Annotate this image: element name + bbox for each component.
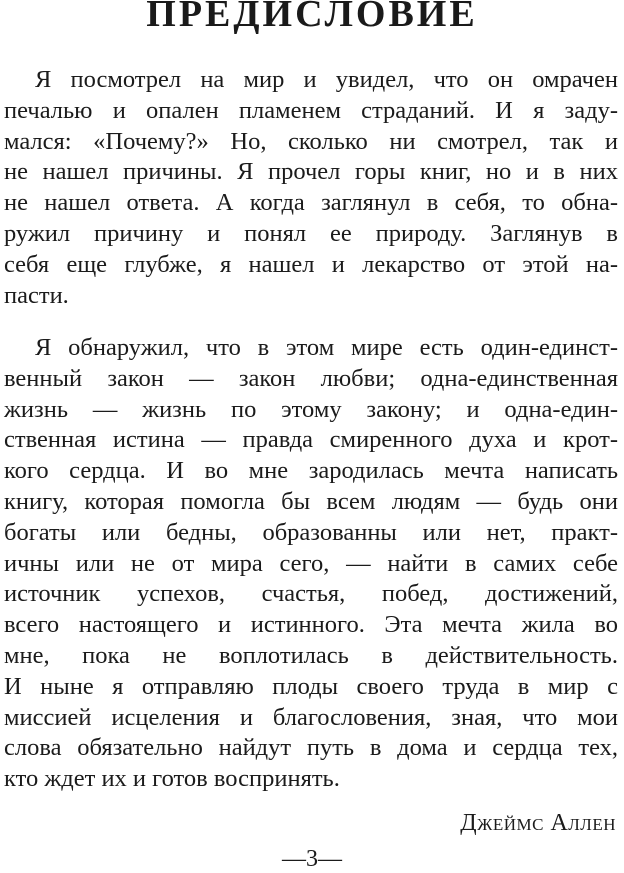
paragraph-line: печалью и опален пламенем страданий. И я заду-	[4, 96, 618, 124]
paragraph-line: жизнь — жизнь по этому закону; и одна-един-	[4, 395, 618, 423]
paragraph-1	[4, 65, 618, 311]
paragraph-line: Я посмотрел на мир и увидел, что он омрачен	[35, 66, 618, 93]
paragraph-line: миссией исцеления и благословения, зная, что мои	[4, 703, 618, 731]
paragraph-line: ственная истина — правда смиренного духа и крот-	[4, 426, 618, 454]
paragraph-line: мался: «Почему?» Но, сколько ни смотрел, так и	[4, 127, 618, 155]
paragraph-line: ружил причину и понял ее природу. Заглянув в	[4, 219, 618, 247]
paragraph-line: не нашел ответа. А когда заглянул в себя, то обна-	[4, 189, 618, 217]
paragraph-line: источник успехов, счастья, побед, достижений,	[4, 580, 618, 608]
paragraph-line: Я обнаружил, что в этом мире есть один-единст-	[35, 334, 618, 361]
paragraph-line: себя еще глубже, я нашел и лекарство от этой на-	[4, 250, 618, 278]
paragraph-2	[4, 333, 618, 795]
paragraph-line: И ныне я отправляю плоды своего труда в мир с	[4, 672, 618, 700]
paragraph-line: венный закон — закон любви; одна-единственная	[4, 364, 618, 392]
paragraph-line: пасти.	[4, 281, 69, 309]
paragraph-line: кто ждет их и готов воспринять.	[4, 765, 340, 793]
paragraph-line: слова обязательно найдут путь в дома и сердца тех,	[4, 734, 618, 762]
paragraph-line: не нашел причины. Я прочел горы книг, но и в них	[4, 158, 618, 186]
paragraph-line: всего настоящего и истинного. Эта мечта жила во	[4, 611, 618, 639]
page-number: —3—	[282, 846, 342, 872]
paragraph-line: ичны или не от мира сего, — найти в самих себе	[4, 549, 618, 577]
paragraph-line: мне, пока не воплотилась в действительность.	[4, 641, 618, 669]
page-title: ПРЕДИСЛОВИЕ	[146, 0, 478, 35]
paragraph-line: книгу, которая помогла бы всем людям — будь они	[4, 487, 618, 515]
author-signature: Джеймс Аллен	[460, 810, 616, 836]
paragraph-line: кого сердца. И во мне зародилась мечта написать	[4, 457, 618, 485]
paragraph-line: богаты или бедны, образованны или нет, практ-	[4, 518, 618, 546]
